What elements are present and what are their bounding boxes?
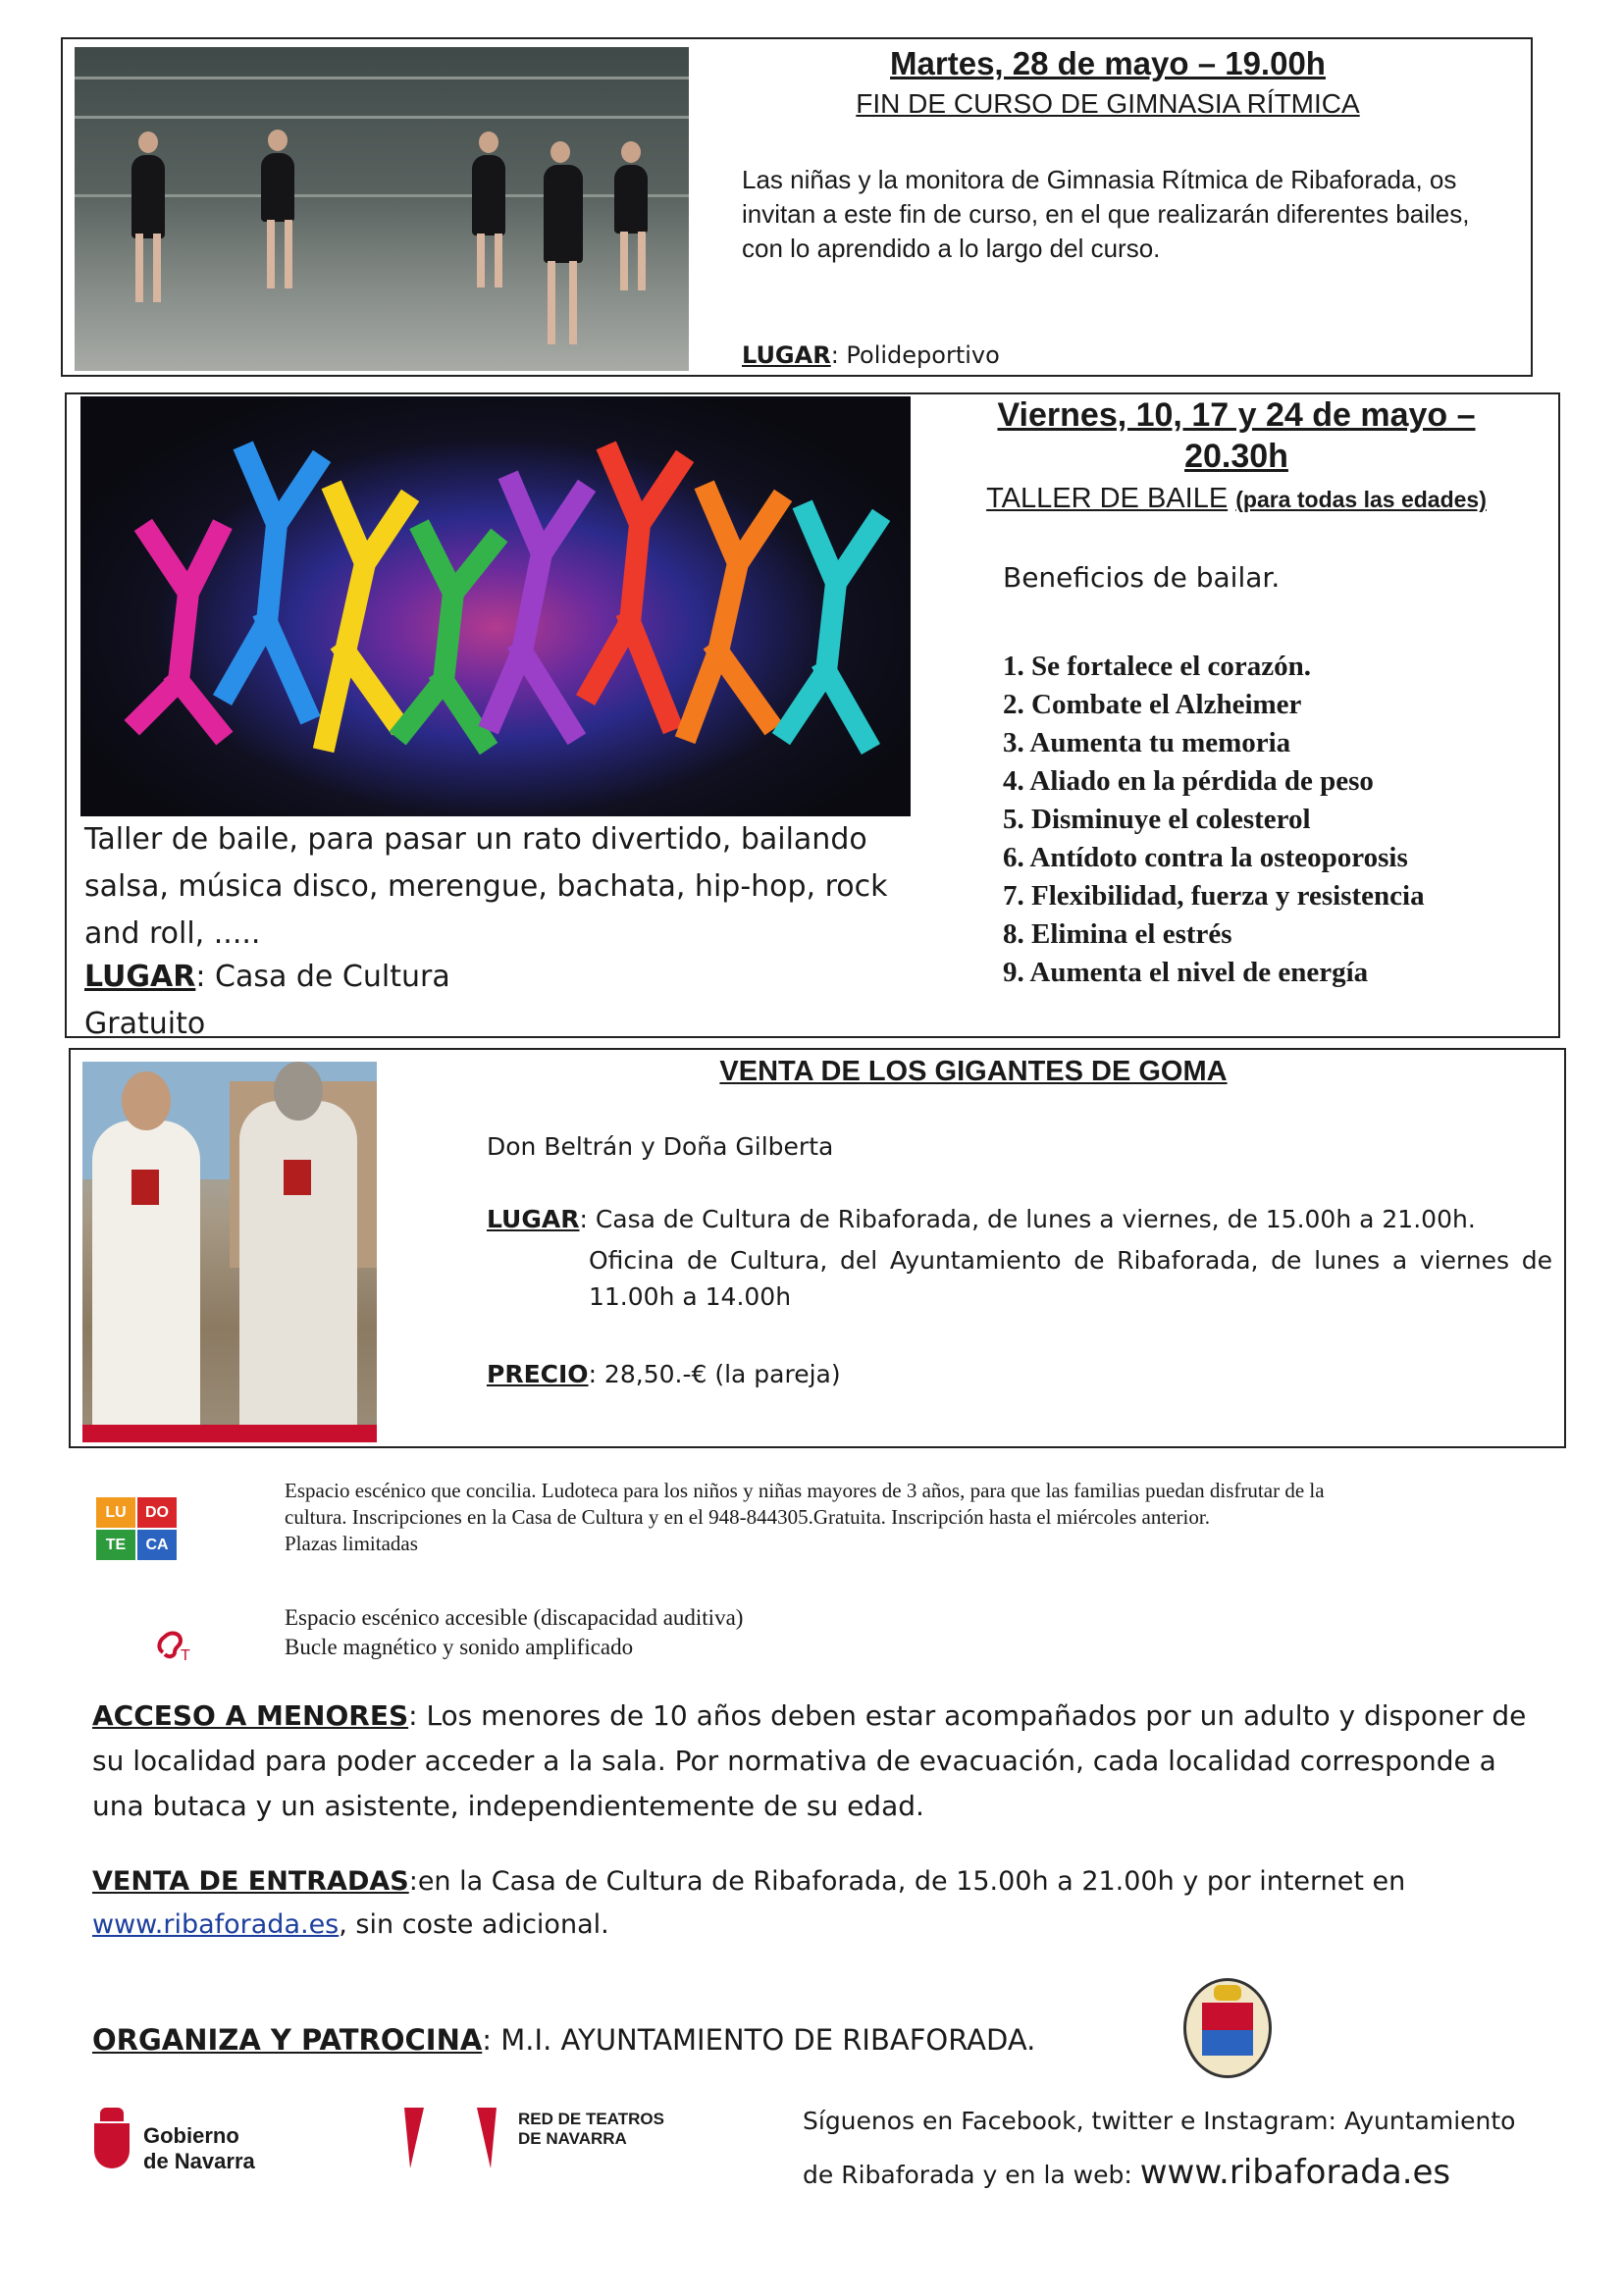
event-taller-baile — [65, 392, 1560, 1041]
benefits-title: Beneficios de bailar. — [1003, 561, 1281, 594]
event2-place: LUGAR: Casa de Cultura — [84, 960, 450, 994]
ludoteca-logo: LU DO TE CA — [96, 1497, 177, 1560]
dancers-artwork — [80, 396, 911, 816]
event3-title: VENTA DE LOS GIGANTES DE GOMA — [719, 1056, 1228, 1087]
gobierno-navarra-text: Gobierno de Navarra — [143, 2123, 255, 2173]
social-text: Síguenos en Facebook, twitter e Instagram: Ayuntamiento de Ribaforada y en la web: www.ribaforada.es — [803, 2107, 1516, 2192]
giants-photo — [82, 1062, 377, 1442]
event1-title: FIN DE CURSO DE GIMNASIA RÍTMICA — [856, 88, 1360, 119]
list-item: 4. Aliado en la pérdida de peso — [1003, 765, 1374, 797]
benefits-list — [1003, 648, 1425, 992]
red-teatros-mark-right — [477, 2108, 497, 2168]
event3-place-2: Oficina de Cultura, del Ayuntamiento de Ribaforada, de lunes a viernes de 11.00h a 14.00h — [589, 1246, 1552, 1311]
event-gimnasia — [61, 37, 1533, 377]
event1-place: LUGAR: Polideportivo — [742, 341, 1000, 369]
footer-website-link[interactable]: www.ribaforada.es — [1139, 2153, 1451, 2192]
accessible-text: Espacio escénico accesible (discapacidad auditiva) Bucle magnético y sonido amplificado — [285, 1605, 744, 1659]
event2-description: Taller de baile, para pasar un rato divertido, bailando salsa, música disco, merengue, bachata, hip-hop, rock and roll, ..... — [84, 822, 888, 951]
tickets-notice: VENTA DE ENTRADAS:en la Casa de Cultura de Ribaforada, de 15.00h a 21.00h y por internet en www.ribaforada.es, sin coste adicional. — [92, 1866, 1406, 1940]
dancers-illustration — [80, 396, 911, 816]
event2-title: TALLER DE BAILE (para todas las edades) — [986, 483, 1487, 514]
list-item: 8. Elimina el estrés — [1003, 918, 1232, 950]
list-item: 5. Disminuye el colesterol — [1003, 804, 1311, 835]
ayuntamiento-seal — [1183, 1978, 1272, 2078]
list-item: 6. Antídoto contra la osteoporosis — [1003, 842, 1408, 873]
event2-date: Viernes, 10, 17 y 24 de mayo – 20.30h — [997, 396, 1476, 475]
event2-price: Gratuito — [84, 1007, 206, 1041]
event3-price: PRECIO: 28,50.-€ (la pareja) — [487, 1360, 841, 1388]
red-teatros-text: RED DE TEATROS DE NAVARRA — [518, 2110, 664, 2148]
event-gigantes — [69, 1048, 1566, 1448]
organizer: ORGANIZA Y PATROCINA: M.I. AYUNTAMIENTO DE RIBAFORADA. — [92, 2023, 1036, 2057]
gymnastics-photo — [75, 47, 689, 371]
svg-text:T: T — [181, 1647, 190, 1662]
list-item: 2. Combate el Alzheimer — [1003, 689, 1302, 720]
list-item: 3. Aumenta tu memoria — [1003, 727, 1291, 758]
minors-notice: ACCESO A MENORES: Los menores de 10 años deben estar acompañados por un adulto y disponer de su localidad para poder acceder a la sala. Por normativa de evacuación, cada localidad corresponde a una butaca y un asistente, independientemente de su edad. — [92, 1699, 1527, 1822]
list-item: 7. Flexibilidad, fuerza y resistencia — [1003, 880, 1425, 912]
website-link[interactable]: www.ribaforada.es — [92, 1909, 340, 1940]
event1-description: Las niñas y la monitora de Gimnasia Rítmica de Ribaforada, os invitan a este fin de curso, en el que realizarán diferentes bailes, con lo aprendido a lo largo del curso. — [742, 165, 1470, 263]
event3-place: LUGAR: Casa de Cultura de Ribaforada, de lunes a viernes, de 15.00h a 21.00h. — [487, 1205, 1476, 1233]
red-teatros-mark-left — [404, 2108, 424, 2168]
ludoteca-text: Espacio escénico que concilia. Ludoteca para los niños y niñas mayores de 3 años, para que las familias puedan disfrutar de la cultura. Inscripciones en la Casa de Cultura y en el 948-844305.Gratuita. Inscripción hasta el miércoles anterior. Plazas limitadas — [285, 1479, 1325, 1555]
list-item: 1. Se fortalece el corazón. — [1003, 651, 1312, 682]
list-item: 9. Aumenta el nivel de energía — [1003, 957, 1369, 988]
hearing-loop-icon — [151, 1619, 194, 1662]
event1-date: Martes, 28 de mayo – 19.00h — [890, 45, 1326, 81]
gobierno-navarra-emblem — [94, 2108, 130, 2170]
event3-names: Don Beltrán y Doña Gilberta — [487, 1132, 834, 1161]
